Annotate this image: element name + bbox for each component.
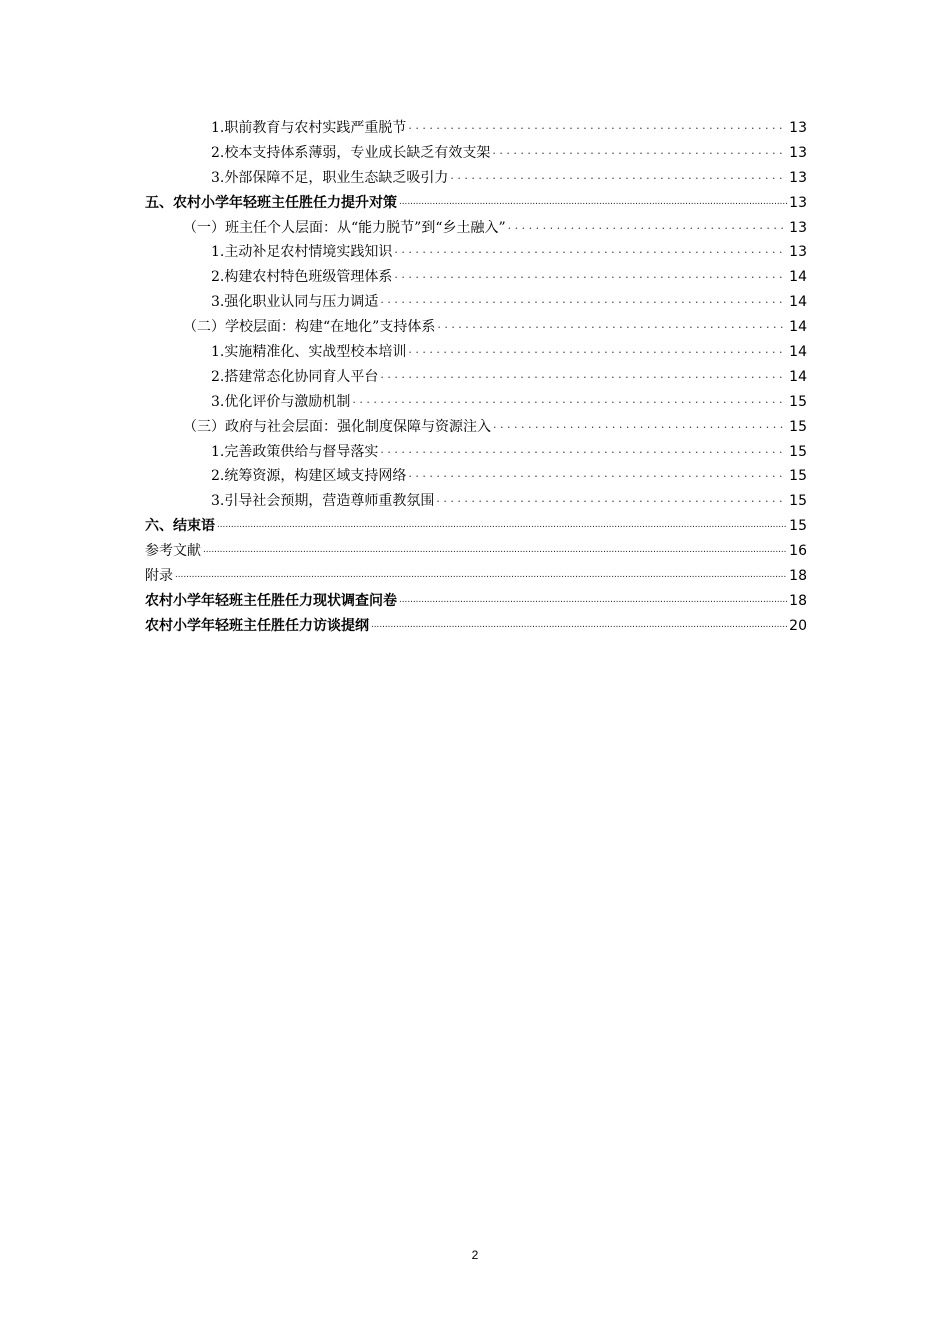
toc-entry-title: （三）政府与社会层面：强化制度保障与资源注入 <box>183 418 491 435</box>
toc-entry-title: 1.实施精准化、实战型校本培训 <box>211 344 407 361</box>
toc-entry-page-number: 15 <box>789 443 807 460</box>
toc-entry-page-number: 15 <box>789 493 807 510</box>
toc-entry-page-number: 13 <box>789 169 807 186</box>
toc-entry-title: 五、农村小学年轻班主任胜任力提升对策 <box>145 194 397 211</box>
toc-entry-title: 2.构建农村特色班级管理体系 <box>211 269 393 286</box>
toc-entry-page-number: 16 <box>789 543 807 560</box>
toc-entry-page-number: 18 <box>789 568 807 585</box>
toc-dot-leader <box>493 412 787 438</box>
toc-entry-title: 农村小学年轻班主任胜任力访谈提纲 <box>145 617 369 634</box>
toc-entry-page-number: 14 <box>789 319 807 336</box>
toc-dot-leader <box>175 561 787 588</box>
toc-entry-page-number: 13 <box>789 244 807 261</box>
toc-dot-leader <box>408 113 787 139</box>
page-number: 2 <box>471 1248 479 1262</box>
toc-dot-leader <box>394 262 787 288</box>
toc-entry-title: 1.职前教育与农村实践严重脱节 <box>211 120 407 136</box>
toc-dot-leader <box>399 586 787 613</box>
toc-entry-page-number: 14 <box>789 368 807 385</box>
toc-entry-title: 3.优化评价与激励机制 <box>211 393 351 410</box>
toc-dot-leader <box>217 511 787 538</box>
toc-entry-title: 六、结束语 <box>145 518 215 535</box>
toc-dot-leader <box>203 536 787 563</box>
toc-entry-page-number: 14 <box>789 294 807 311</box>
toc-entry-title: 1.完善政策供给与督导落实 <box>211 443 379 460</box>
toc-dot-leader <box>408 337 787 363</box>
toc-entry-page-number: 14 <box>789 344 807 361</box>
toc-dot-leader <box>492 138 787 164</box>
toc-entry-page-number: 15 <box>789 418 807 435</box>
toc-dot-leader <box>508 213 788 239</box>
toc-dot-leader <box>450 163 787 189</box>
toc-dot-leader <box>394 237 787 263</box>
toc-entry-page-number: 13 <box>789 120 807 136</box>
toc-entry-title: 1.主动补足农村情境实践知识 <box>211 244 393 261</box>
toc-dot-leader <box>437 312 787 338</box>
toc-dot-leader <box>380 437 787 463</box>
toc-entry-title: （二）学校层面：构建“在地化”支持体系 <box>183 319 436 336</box>
toc-entry-page-number: 14 <box>789 269 807 286</box>
toc-entry-title: 2.统筹资源，构建区域支持网络 <box>211 468 407 485</box>
toc-entry-page-number: 18 <box>789 592 807 609</box>
toc-entry-title: 3.引导社会预期，营造尊师重教氛围 <box>211 493 435 510</box>
toc-entry-title: 2.搭建常态化协同育人平台 <box>211 368 379 385</box>
toc-entry-title: 农村小学年轻班主任胜任力现状调查问卷 <box>145 592 397 609</box>
toc-entry-page-number: 15 <box>789 393 807 410</box>
toc-dot-leader <box>371 611 787 638</box>
toc-entry-page-number: 20 <box>789 617 807 634</box>
table-of-contents <box>145 116 807 639</box>
toc-entry-page-number: 13 <box>789 144 807 161</box>
toc-entry-page-number: 15 <box>789 518 807 535</box>
toc-dot-leader <box>380 287 787 313</box>
toc-entry-title: 2.校本支持体系薄弱，专业成长缺乏有效支架 <box>211 144 491 161</box>
toc-entry[interactable] <box>145 614 807 639</box>
toc-dot-leader <box>399 188 787 215</box>
toc-dot-leader <box>408 461 787 487</box>
toc-entry-title: 参考文献 <box>145 543 201 560</box>
toc-entry-title: 附录 <box>145 568 173 585</box>
toc-entry-page-number: 13 <box>789 219 807 236</box>
toc-entry-title: （一）班主任个人层面：从“能力脱节”到“乡土融入” <box>183 219 506 236</box>
toc-entry-page-number: 13 <box>789 194 807 211</box>
toc-entry-title: 3.强化职业认同与压力调适 <box>211 294 379 311</box>
toc-entry-title: 3.外部保障不足，职业生态缺乏吸引力 <box>211 169 449 186</box>
toc-dot-leader <box>352 387 787 413</box>
toc-entry-page-number: 15 <box>789 468 807 485</box>
toc-dot-leader <box>380 362 787 388</box>
toc-dot-leader <box>436 486 787 512</box>
